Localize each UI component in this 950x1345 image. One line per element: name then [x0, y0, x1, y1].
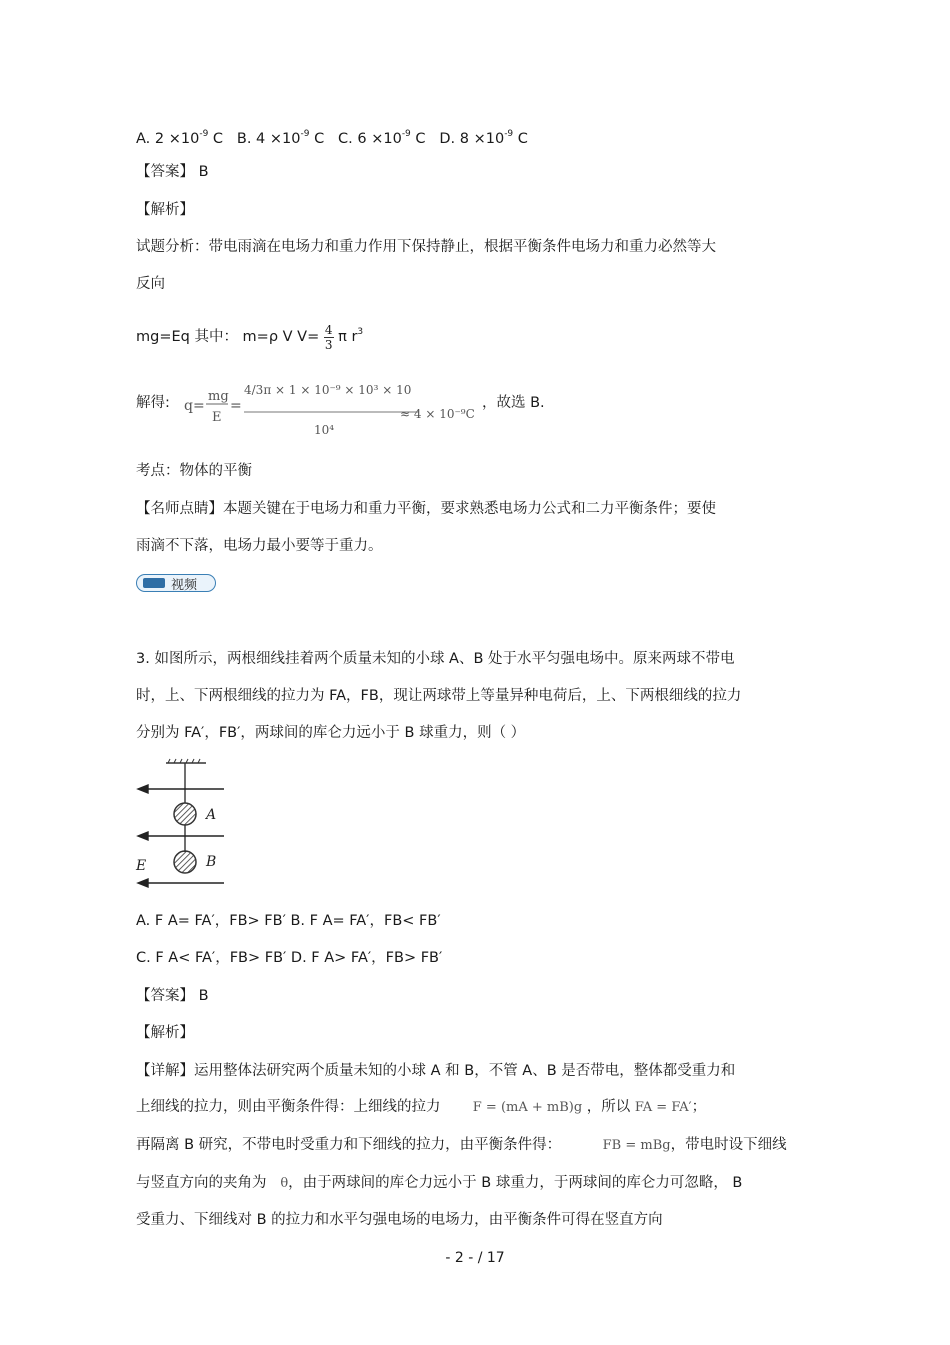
q2-tip-line1: 【名师点睛】本题关键在于电场力和重力平衡，要求熟悉电场力公式和二力平衡条件；要使 [136, 501, 716, 517]
q3-detail-line1: 【详解】运用整体法研究两个质量未知的小球 A 和 B，不管 A、B 是否带电，整体都受重力和 [136, 1063, 736, 1079]
page-footer: - 2 - / 17 [445, 1250, 505, 1266]
q3-detail-line3: 再隔离 B 研究，不带电时受重力和下细线的拉力，由平衡条件得： FB = mBg，带电时设下细线 [136, 1137, 787, 1153]
q3-detail-line2: 上细线的拉力，则由平衡条件得：上细线的拉力 F = (mA + mB)g ，所以 FA = FA′； [136, 1099, 707, 1115]
q3-stem-line3: 分别为 FA′，FB′，两球间的库仑力远小于 B 球重力，则（ ） [136, 725, 526, 741]
q2-text-line2: 反向 [136, 276, 165, 292]
eq-image-f-total: F = (mA + mB)g [472, 1100, 583, 1115]
eq-e: E [212, 410, 222, 425]
q2-solve-tail: ，故选 B. [482, 395, 545, 411]
video-button[interactable] [136, 574, 216, 592]
eq-result: ≈ 4 × 10⁻⁹C [400, 407, 475, 421]
q3-options-row1: A. F A= FA′，FB> FB′ B. F A= FA′，FB< FB′ [136, 913, 441, 929]
q3-analysis-label: 【解析】 [136, 1025, 194, 1041]
video-label: 视频 [171, 578, 198, 593]
video-camera-icon [143, 578, 165, 588]
q2-solve-label: 解得: [136, 395, 170, 411]
q2-text-line1: 试题分析：带电雨滴在电场力和重力作用下保持静止，根据平衡条件电场力和重力必然等大 [136, 239, 716, 255]
svg-text:=: = [230, 398, 242, 414]
label-b: B [206, 854, 217, 870]
q3-detail-line4: 与竖直方向的夹角为 θ，由于两球间的库仑力远小于 B 球重力，于两球间的库仑力可忽略， B [136, 1175, 743, 1191]
option-a: A. 2 ×10 [136, 131, 200, 147]
eq-image-fa: FA = FA′ [634, 1100, 692, 1115]
eq-num: 4/3π × 1 × 10⁻⁹ × 10³ × 10 [244, 383, 412, 397]
label-e: E [136, 858, 147, 874]
q2-tip-line2: 雨滴不下落，电场力最小要等于重力。 [136, 538, 383, 554]
option-d: D. 8 ×10 [439, 131, 505, 147]
q3-detail-line5: 受重力、下细线对 B 的拉力和水平匀强电场的电场力，由平衡条件可得在竖直方向 [136, 1212, 663, 1228]
q2-answer: 【答案】 B [136, 164, 209, 180]
q2-equation-line: mg=Eq 其中： m=ρ V V= $\frac{4}{3}$ π $r^3$ [136, 322, 364, 352]
q3-figure [132, 758, 232, 890]
ball-b [174, 851, 196, 873]
fraction: $\frac{4}{3}$ [324, 322, 333, 352]
q3-answer: 【答案】 B [136, 988, 209, 1004]
q2-analysis-label: 【解析】 [136, 202, 194, 218]
label-a: A [206, 807, 217, 823]
eq-image-theta: θ [280, 1176, 289, 1191]
q2-options: A. $2 \times 10^{-9}$ C B. $4 \times 10^{-9}$ C C. $6 \times 10^{-9}$ C D. $8 \times 10^{-9}$ C [136, 129, 528, 147]
q2-kaodian: 考点：物体的平衡 [136, 463, 252, 479]
ball-a [174, 803, 196, 825]
q3-stem-line2: 时，上、下两根细线的拉力为 FA，FB，现让两球带上等量异种电荷后，上、下两根细线的拉力 [136, 688, 742, 704]
eq-den: 10⁴ [314, 423, 335, 437]
eq-q: q= [184, 398, 205, 414]
q3-stem-line1: 3. 如图所示，两根细线挂着两个质量未知的小球 A、B 处于水平匀强电场中。原来两球不带电 [136, 651, 735, 667]
eq-image-fb: FB = mBg [602, 1138, 671, 1153]
solution-equation-image [180, 368, 480, 442]
option-c: C. 6 ×10 [338, 131, 402, 147]
eq-mg: mg [208, 389, 229, 404]
option-b: B. 4 ×10 [236, 131, 301, 147]
q3-options-row2: C. F A< FA′，FB> FB′ D. F A> FA′，FB> FB′ [136, 950, 443, 966]
